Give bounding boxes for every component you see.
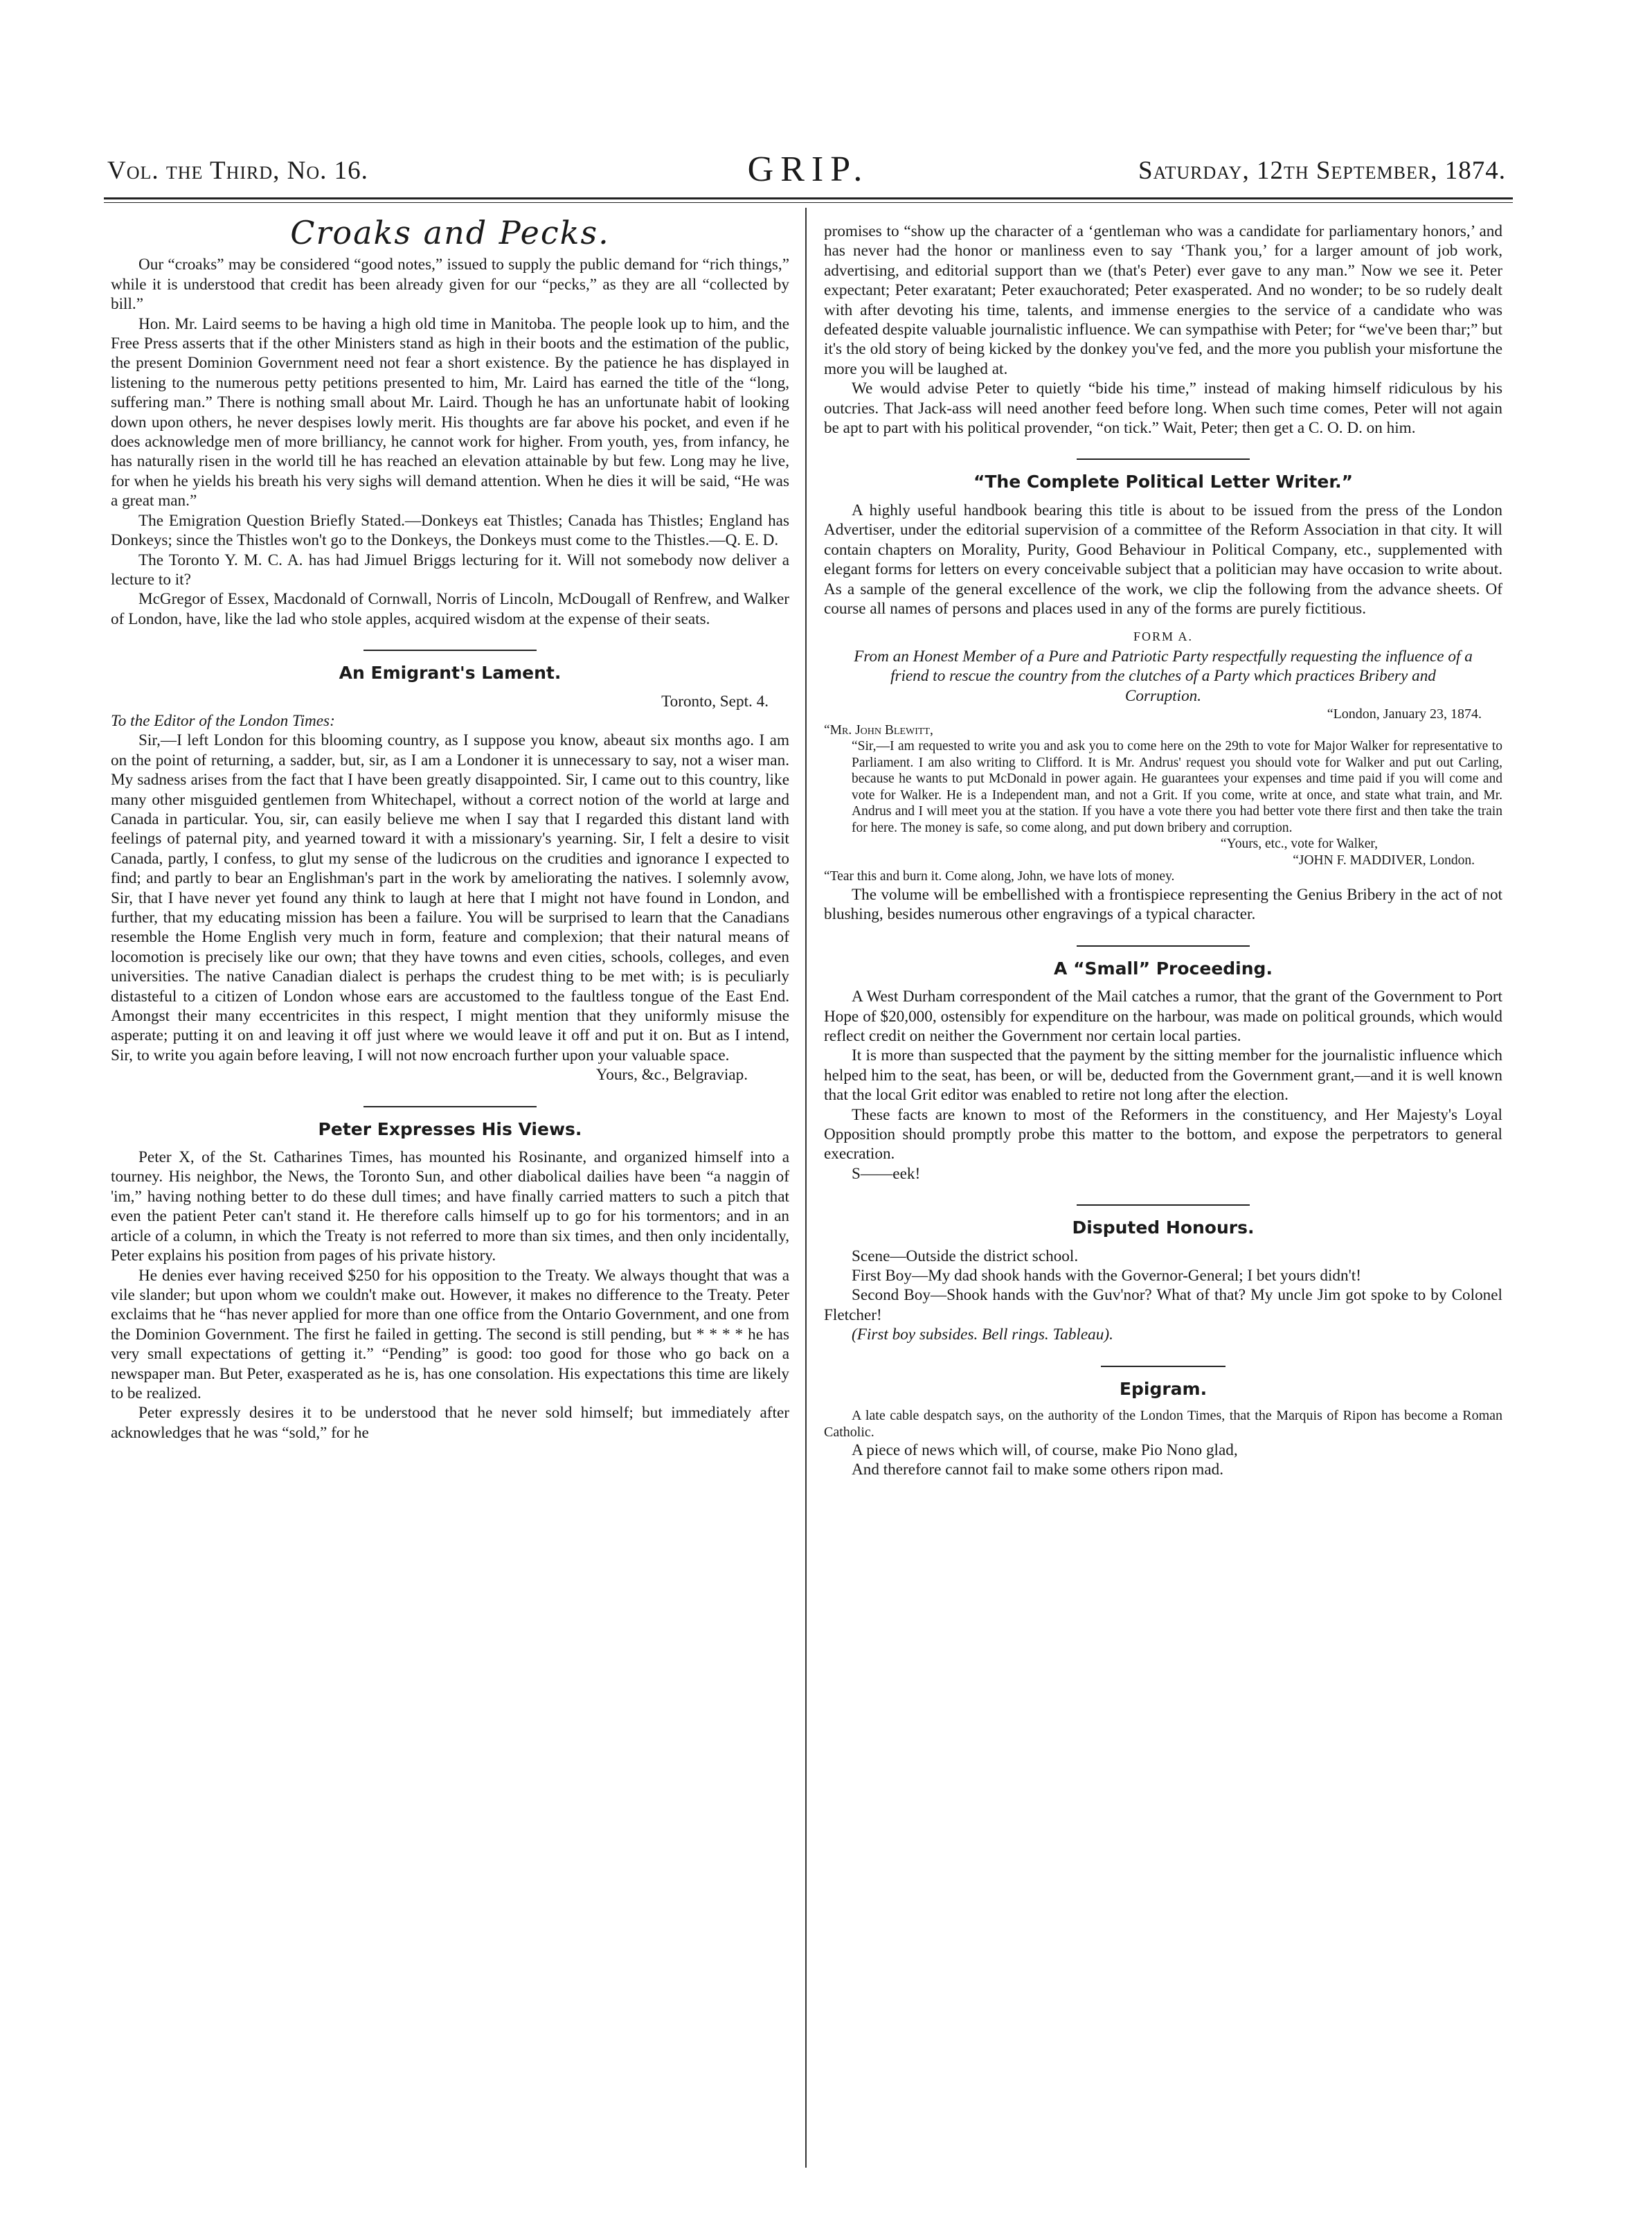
disputed-heading: Disputed Honours. [1072,1217,1255,1238]
small-paragraph: These facts are known to most of the Reformers in the constituency, and Her Majesty's Loyal Opposition should promptly probe this matter to the bottom, and expose the perpetrators to general execration. [824,1105,1502,1163]
peter-paragraph: Peter expressly desires it to be understood that he never sold himself; but immediately after acknowledges that he was “sold,” for he [111,1404,789,1442]
section-divider [363,1106,537,1107]
form-letter [824,722,1502,885]
croaks-heading: Croaks and Pecks. [290,214,610,251]
disputed-line: Scene—Outside the district school. [852,1247,1079,1265]
peter-continued-paragraph: We would advise Peter to quietly “bide his time,” instead of making himself ridiculous by his outcries. That Jack-ass will need another feed before long. When such time comes, Peter will not again be apt to part with his political provender, “on tick.” Wait, Peter; then get a C. O. D. on him. [824,380,1502,438]
small-signature: S——eek! [852,1164,921,1183]
epigram-note: A late cable despatch says, on the authority of the London Times, that the Marquis of Ripon has become a Roman Catholic. [824,1408,1502,1440]
letter-writer-paragraph: A highly useful handbook bearing this title is about to be issued from the press of the London Advertiser, under the editorial supervision of a committee of the Reform Association in that city. It will contain chapters on Morality, Purity, Good Behaviour in Political Company, etc., supplemented with elegant forms for letters on every conceivable subject that a politician may have occasion to write about. As a sample of the general excellence of the work, we clip the following from the advance sheets. Of course all names of persons and places used in any of the forms are purely fictitious. [824,501,1502,618]
peter-continued-paragraph: promises to “show up the character of a ‘gentleman who was a candidate for parliamentary honors,’ and has never had the honor or manliness even to say ‘Thank you,’ for a larger amount of job work, advertising, and editorial support than we (that's Peter) ever gave to any man.” Now we see it. Peter expectant; Peter exaratant; Peter exauchorated; Peter exasperated. And no wonder; to be so rudely dealt with after devoting his time, talents, and immense energies to the service of a candidate who was defeated despite valuable journalistic influence. We can sympathise with Peter; for “we've been thar;” but it's the old story of being kicked by the donkey you've fed, and the more you publish your misfortune the more you will be laughed at. [824,222,1502,378]
volume-number: Vol. the Third, No. 16. [107,157,368,185]
publication-title: GRIP. [747,150,870,189]
lament-salutation: To the Editor of the London Times: [111,711,335,730]
left-column [111,214,789,1443]
masthead-rule [104,197,1513,199]
disputed-line: Second Boy—Shook hands with the Guv'nor? What of that? My uncle Jim got spoke to by Colonel Fletcher! [824,1286,1502,1324]
letter-writer-closing: The volume will be embellished with a frontispiece representing the Genius Bribery in the act of not blushing, besides numerous other engravings of a typical character. [824,885,1502,924]
section-divider [1077,458,1250,460]
peter-paragraph: Peter X, of the St. Catharines Times, has mounted his Rosinante, and organized himself into a tourney. His neighbor, the News, the Toronto Sun, and other diabolical dailies have been “a naggin of 'im,” having nothing better to do these dull times; and have finally carried matters to such a pitch that even the patient Peter can't stand it. He therefore calls himself up to go for his tormentors; and in an article of a column, in which the Treaty is not referred to more than six times, and then only incidentally, Peter explains his position from pages of his private history. [111,1148,789,1265]
lament-signature: Yours, &c., Belgraviap. [595,1066,748,1085]
masthead [104,149,1513,190]
small-heading: A “Small” Proceeding. [1054,958,1273,979]
section-divider [1077,1204,1250,1206]
lament-dateline: Toronto, Sept. 4. [661,692,769,711]
column-divider [805,208,807,2168]
peter-heading: Peter Expresses His Views. [318,1118,582,1139]
newspaper-page [104,121,1513,2171]
form-signature: “JOHN F. MADDIVER, London. [1293,853,1475,868]
croaks-paragraph: The Toronto Y. M. C. A. has had Jimuel Briggs lecturing for it. Will not somebody now deliver a lecture to it? [111,551,789,589]
epigram-verse-line: And therefore cannot fail to make some others ripon mad. [852,1461,1224,1479]
form-address: “Mr. John Blewitt, [824,722,933,738]
form-title: From an Honest Member of a Pure and Patriotic Party respectfully requesting the influence of a friend to rescue the country from the clutches of a Party which practices Bribery and Corruption. [854,647,1473,705]
croaks-paragraph: The Emigration Question Briefly Stated.—Donkeys eat Thistles; Canada has Thistles; England has Donkeys; since the Thistles won't go to the Donkeys, the Donkeys must come to the Thistles.—Q. E. D. [111,511,789,550]
section-divider [1101,1366,1225,1367]
croaks-paragraph: Our “croaks” may be considered “good notes,” issued to supply the public demand for “rich things,” while it is understood that credit has been already given for our “pecks,” as they are all “collected by bill.” [111,256,789,314]
right-column [824,222,1502,1480]
form-label: FORM A. [1133,630,1194,644]
form-postscript: “Tear this and burn it. Come along, John, we have lots of money. [824,869,1175,884]
lament-paragraph: Sir,—I left London for this blooming country, as I suppose you know, abeaut six months ago. I am on the point of returning, a sadder, but, sir, as I am a Londoner it is unnecessary to say, not a wiser man. My sadness arises from the fact that I have been greatly disappointed. Sir, I came out to this country, like many other misguided gentlemen from Whitechapel, without a correct notion of the world at large and Canada in particular. You, sir, can easily believe me when I say that I regarded this distant land with feelings of paternal pity, and yearned toward it with a missionary's yearning. Sir, I felt a desire to visit Canada, partly, I confess, to glut my sense of the ludicrous on the crudities and ignorance I expected to find; and partly to bear an Englishman's part in the work by ameliorating the natives. I solemnly avow, Sir, that I have never yet found any think to laugh at here that I might not have found in London, and further, that my educating mission has been a failure. You will be surprised to learn that the Canadians resemble the Home English very much in form, feature and complexion; that their natural means of locomotion is precisely like our own; that they have towns and even cities, schools, colleges, and even universities. The native Canadian dialect is perhaps the crudest thing to be met with; is is peculiarly distasteful to a citizen of London whose ears are accustomed to the faultless tongue of the East End. Amongst their many eccentricites in this respect, I might mention that they uniformly misuse the asperate; putting it on and leaving it off just where we would leave it off and put it on. But as I intend, Sir, to write you again before leaving, I will not now encroach further upon your valuable space. [111,731,789,1064]
epigram-verse-line: A piece of news which will, of course, make Pio Nono glad, [852,1441,1238,1460]
issue-date: Saturday, 12th September, 1874. [1138,157,1506,185]
disputed-line: (First boy subsides. Bell rings. Tableau). [852,1326,1113,1344]
lament-heading: An Emigrant's Lament. [339,663,562,684]
form-body: “Sir,—I am requested to write you and ask you to come here on the 29th to vote for Major Walker for representative to Parliament. I am also writing to Clifford. It is Mr. Andrus' request you should vote for Walker and put out Carling, because he wants to put McDonald in power again. He guarantees your expenses and time paid if you will come and vote for Walker. He is a Independent man, and not a Grit. If you come, write at once, and state what train, and Mr. Andrus and I will meet you at the station. If you have a vote there you had better vote there first and then take the train for here. The money is safe, so come along, and put down bribery and corruption. [852,739,1502,835]
section-divider [1077,945,1250,947]
section-divider [363,650,537,651]
epigram-heading: Epigram. [1119,1378,1207,1399]
form-close: “Yours, etc., vote for Walker, [1220,837,1378,852]
peter-paragraph: He denies ever having received $250 for his opposition to the Treaty. We always thought that was a vile slander; but upon whom we couldn't make out. However, it makes no difference to the Treaty. Peter exclaims that he “has never applied for more than one office from the Ontario Government, and one from the Dominion Government. The first he failed in getting. The second is still pending, but * * * * he has very small expectations of getting it.” “Pending” is good: too good for those who go back on a newspaper man. But Peter, exasperated as he is, has one consolation. His expectations this time are likely to be realized. [111,1266,789,1402]
masthead-rule-thin [104,202,1513,203]
croaks-paragraph: Hon. Mr. Laird seems to be having a high old time in Manitoba. The people look up to him, and the Free Press asserts that if the other Ministers stand as high in their boots and the estimation of the public, the present Dominion Government need not fear a short existence. By the patience he has displayed in listening to the numerous petty petitions presented to him, Mr. Laird has earned the title of the “long, suffering man.” There is nothing small about Mr. Laird. Though he has an unfortunate habit of looking down upon others, he never despises lowly merit. His thoughts are far above his pocket, and even if he does acknowledge men of more brilliancy, he cannot work for higher. From youth, yes, from infancy, he has naturally risen in the world till he has reached an elevation attainable by but few. Long may he live, for when he yields his breath his very sighs will demand attention. When he dies it will be said, “He was a great man.” [111,314,789,510]
small-paragraph: A West Durham correspondent of the Mail catches a rumor, that the grant of the Government to Port Hope of $20,000, ostensibly for expenditure on the harbour, was made on political grounds, which would reflect credit on neither the Government nor certain local parties. [824,988,1502,1045]
disputed-line: First Boy—My dad shook hands with the Governor-General; I bet yours didn't! [852,1267,1361,1285]
croaks-paragraph: McGregor of Essex, Macdonald of Cornwall, Norris of Lincoln, McDougall of Renfrew, and Walker of London, have, like the lad who stole apples, acquired wisdom at the expense of their seats. [111,590,789,628]
small-paragraph: It is more than suspected that the payment by the sitting member for the journalistic influence which helped him to the seat, has been, or will be, deducted from the Government grant,—and it is well known that the local Grit editor was enabled to retire not long after the election. [824,1046,1502,1105]
form-date: “London, January 23, 1874. [1327,706,1482,722]
letter-writer-heading: “The Complete Political Letter Writer.” [973,472,1354,492]
